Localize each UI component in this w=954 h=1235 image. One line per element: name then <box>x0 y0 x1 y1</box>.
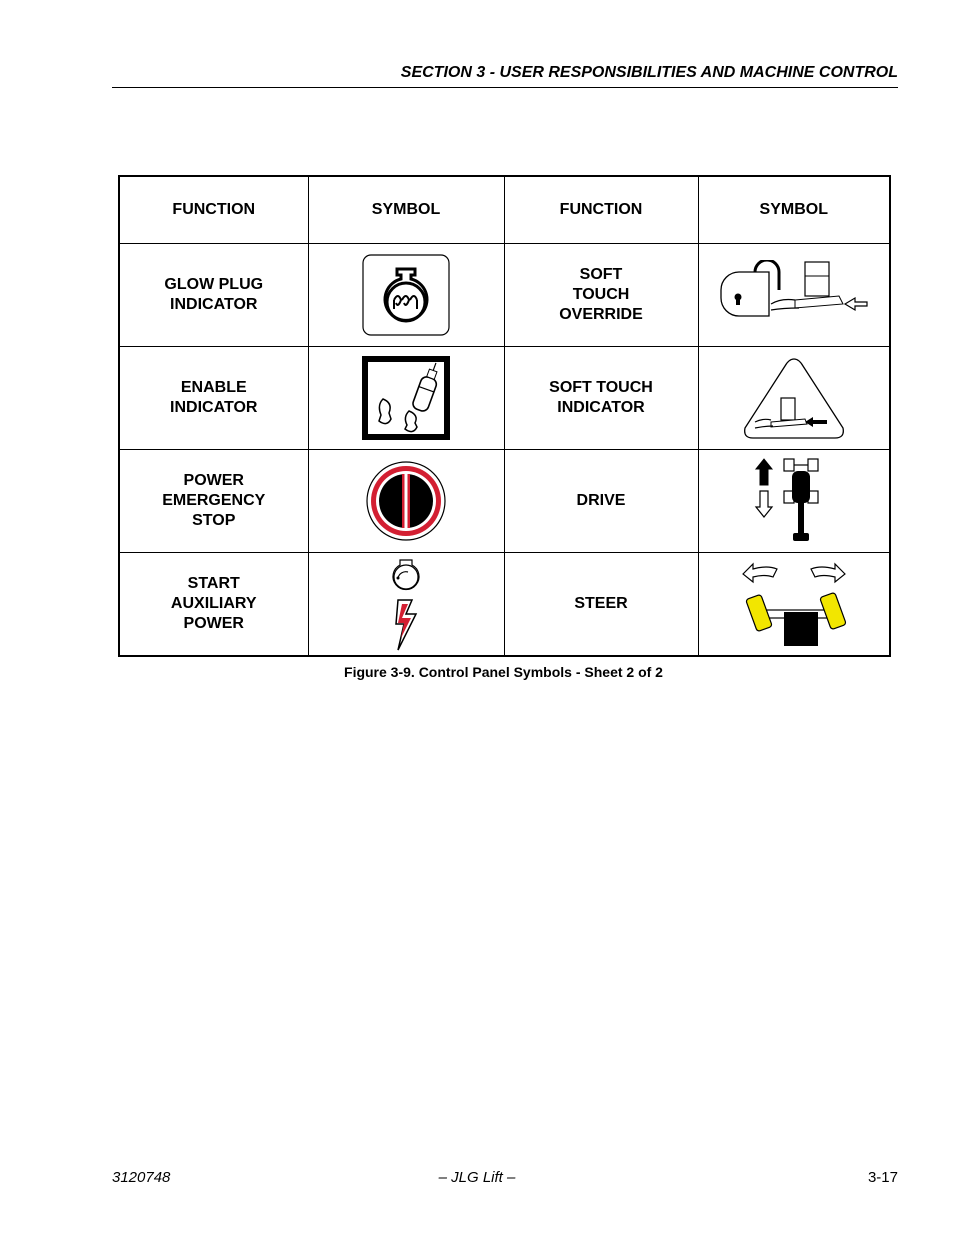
function-label: STEER <box>574 595 628 612</box>
function-cell <box>504 450 698 553</box>
function-label: SOFT TOUCH INDICATOR <box>549 379 653 416</box>
function-cell <box>119 450 308 553</box>
publisher: – JLG Lift – <box>438 1169 516 1186</box>
soft-touch-override-icon <box>719 260 869 330</box>
header-rule <box>112 87 898 88</box>
symbol-cell <box>308 450 504 553</box>
function-cell <box>504 244 698 347</box>
symbol-cell <box>698 244 890 347</box>
function-label: START AUXILIARY POWER <box>170 575 257 632</box>
symbol-cell <box>698 553 890 657</box>
document-number: 3120748 <box>112 1169 171 1186</box>
function-cell <box>119 244 308 347</box>
symbol-cell <box>698 450 890 553</box>
function-label: POWER EMERGENCY STOP <box>162 472 266 529</box>
figure-caption: Figure 3-9. Control Panel Symbols - Sheet 2 of 2 <box>344 664 663 680</box>
symbol-cell <box>308 553 504 657</box>
function-label: GLOW PLUG INDICATOR <box>164 276 264 313</box>
table-row <box>119 347 890 450</box>
function-label: DRIVE <box>576 492 626 509</box>
table-row <box>119 450 890 553</box>
symbol-cell <box>308 244 504 347</box>
column-header-symbol: SYMBOL <box>698 176 890 244</box>
table-header-row <box>119 176 890 244</box>
enable-footswitch-icon <box>361 355 451 441</box>
page-number: 3-17 <box>867 1169 898 1186</box>
auxiliary-power-icon <box>386 556 426 652</box>
column-header-function: FUNCTION <box>119 176 308 244</box>
column-header-symbol: SYMBOL <box>308 176 504 244</box>
table-row <box>119 244 890 347</box>
function-cell <box>119 553 308 657</box>
emergency-stop-icon <box>365 460 447 542</box>
steer-icon <box>739 558 849 650</box>
function-label: ENABLE INDICATOR <box>170 379 258 416</box>
function-cell <box>119 347 308 450</box>
glow-plug-icon <box>361 253 451 337</box>
drive-icon <box>754 457 834 545</box>
column-header-function: FUNCTION <box>504 176 698 244</box>
function-cell <box>504 553 698 657</box>
symbol-cell <box>308 347 504 450</box>
function-cell <box>504 347 698 450</box>
control-panel-symbols-table <box>118 175 891 657</box>
section-header: SECTION 3 - USER RESPONSIBILITIES AND MACHINE CONTROL <box>400 64 898 81</box>
symbol-cell <box>698 347 890 450</box>
function-label: SOFT TOUCH OVERRIDE <box>559 266 643 323</box>
table-row <box>119 553 890 657</box>
soft-touch-indicator-icon <box>741 356 847 440</box>
